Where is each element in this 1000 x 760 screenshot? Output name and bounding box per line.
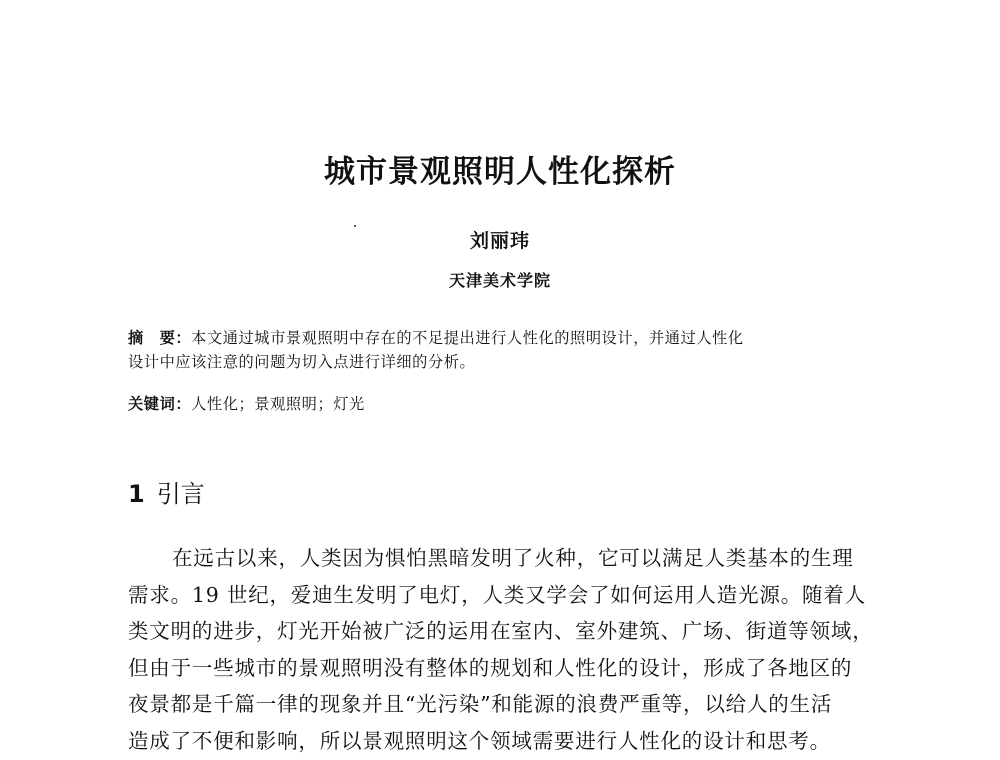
abstract [128, 326, 888, 374]
keywords [128, 392, 888, 416]
body-line: 在远古以来，人类因为惧怕黑暗发明了火种，它可以满足人类基本的生理 [172, 546, 854, 570]
keywords-label: 关键词： [128, 395, 192, 413]
abstract-line-2: 设计中应该注意的问题为切入点进行详细的分析。 [128, 353, 476, 371]
abstract-text-1: 本文通过城市景观照明中存在的不足提出进行人性化的照明设计，并通过人性化 [191, 329, 744, 347]
section-heading [128, 474, 205, 509]
body-paragraph [128, 540, 888, 759]
keywords-text: 人性化；景观照明；灯光 [191, 395, 365, 413]
author-affiliation: 天津美术学院 [448, 271, 551, 290]
author-name: 刘丽玮 [469, 230, 530, 252]
section-title: 引言 [156, 480, 205, 508]
abstract-label: 摘 要： [128, 329, 192, 347]
section-number: 1 [128, 480, 145, 508]
body-line: 需求。19 世纪，爱迪生发明了电灯，人类又学会了如何运用人造光源。随着人 [128, 582, 866, 607]
body-line: 类文明的进步，灯光开始被广泛的运用在室内、室外建筑、广场、街道等领域， [128, 619, 874, 643]
body-line: 夜景都是千篇一律的现象并且“光污染”和能源的浪费严重等，以给人的生活 [128, 692, 833, 716]
body-line: 但由于一些城市的景观照明没有整体的规划和人性化的设计，形成了各地区的 [128, 655, 853, 680]
paper-title: 城市景观照明人性化探析 [324, 154, 676, 190]
body-line: 造成了不便和影响，所以景观照明这个领域需要进行人性化的设计和思考。 [128, 728, 831, 753]
abstract-line-1 [128, 326, 888, 350]
